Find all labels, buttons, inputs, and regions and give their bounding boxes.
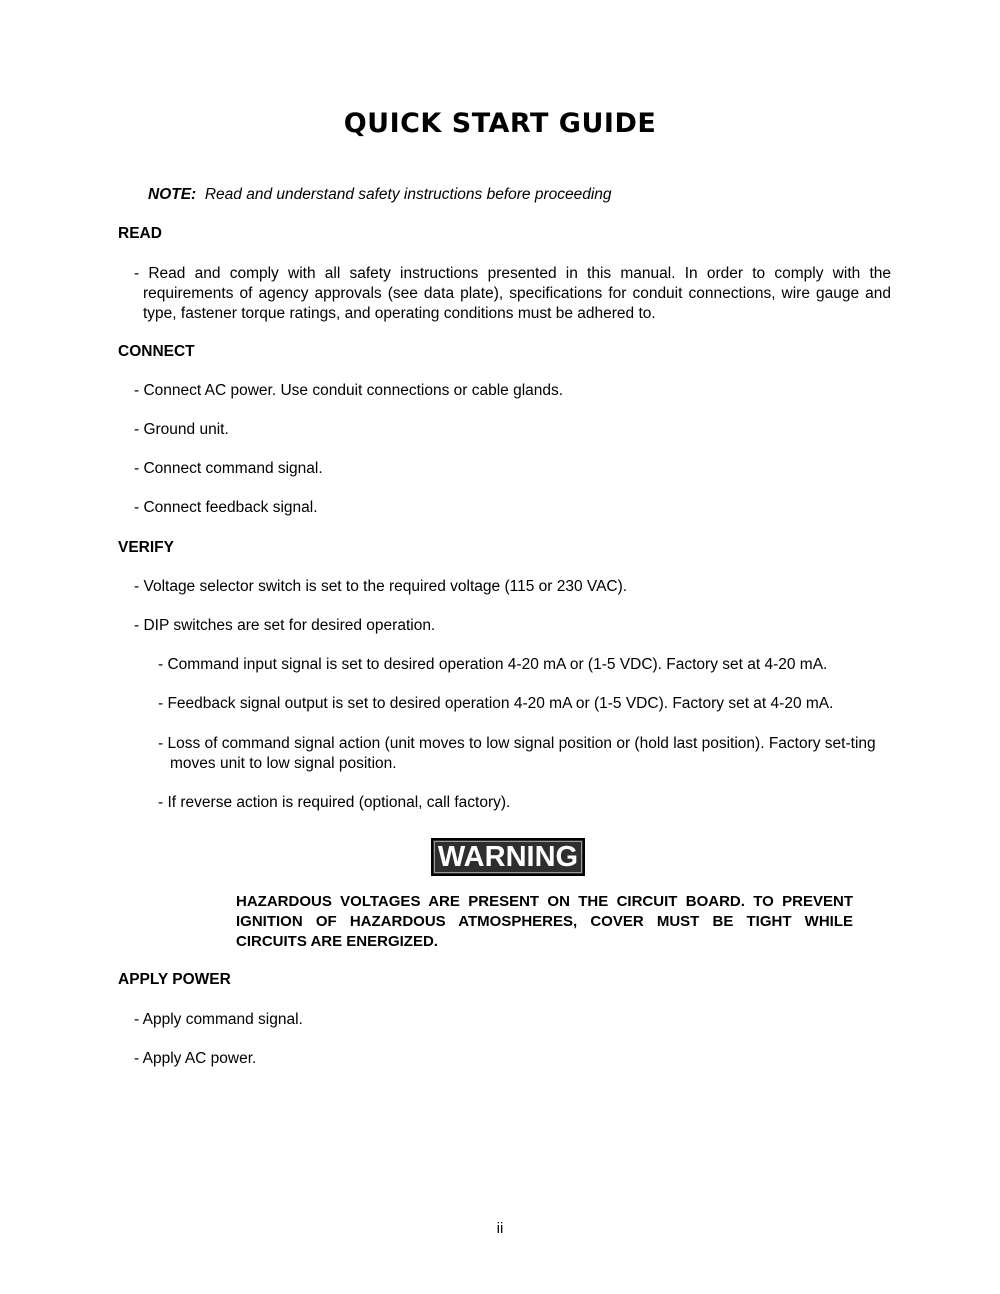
note-label: NOTE: bbox=[148, 186, 197, 203]
list-item: - Connect command signal. bbox=[134, 460, 323, 477]
section-heading-verify: VERIFY bbox=[118, 539, 174, 556]
safety-note bbox=[148, 186, 612, 204]
note-text: Read and understand safety instructions before proceeding bbox=[204, 186, 612, 203]
sub-list-item: - If reverse action is required (optional, call factory). bbox=[158, 794, 511, 811]
sub-list-item: - Command input signal is set to desired operation 4-20 mA or (1-5 VDC). Factory set at 4-20 mA. bbox=[158, 656, 828, 673]
warning-badge: WARNING bbox=[431, 838, 585, 876]
sub-list-item: - Loss of command signal action (unit moves to low signal position or (hold last position). Factory set-ting moves unit to low signal position. bbox=[158, 735, 876, 772]
warning-text: HAZARDOUS VOLTAGES ARE PRESENT ON THE CIRCUIT BOARD. TO PREVENT IGNITION OF HAZARDOUS ATMOSPHERES, COVER MUST BE TIGHT WHILE CIRCUITS ARE ENERGIZED. bbox=[236, 893, 853, 950]
list-item: - Apply AC power. bbox=[134, 1050, 257, 1067]
list-item: - Connect AC power. Use conduit connections or cable glands. bbox=[134, 382, 564, 399]
list-item: - Voltage selector switch is set to the required voltage (115 or 230 VAC). bbox=[134, 578, 628, 595]
read-paragraph: - Read and comply with all safety instructions presented in this manual. In order to comply with the requirements of agency approvals (see data plate), specifications for conduit connections, wire gauge and type, fastener torque ratings, and operating conditions must be adhered to. bbox=[134, 265, 891, 322]
page-number: ii bbox=[496, 1220, 504, 1237]
list-item: - Connect feedback signal. bbox=[134, 499, 318, 516]
list-item: - DIP switches are set for desired operation. bbox=[134, 617, 436, 634]
section-heading-apply-power: APPLY POWER bbox=[118, 971, 231, 988]
list-item: - Ground unit. bbox=[134, 421, 229, 438]
page-title: QUICK START GUIDE bbox=[343, 108, 657, 139]
list-item: - Apply command signal. bbox=[134, 1011, 303, 1028]
sub-list-item: - Feedback signal output is set to desired operation 4-20 mA or (1-5 VDC). Factory set at 4-20 mA. bbox=[158, 695, 834, 712]
section-heading-connect: CONNECT bbox=[118, 343, 195, 360]
section-heading-read: READ bbox=[118, 225, 162, 242]
